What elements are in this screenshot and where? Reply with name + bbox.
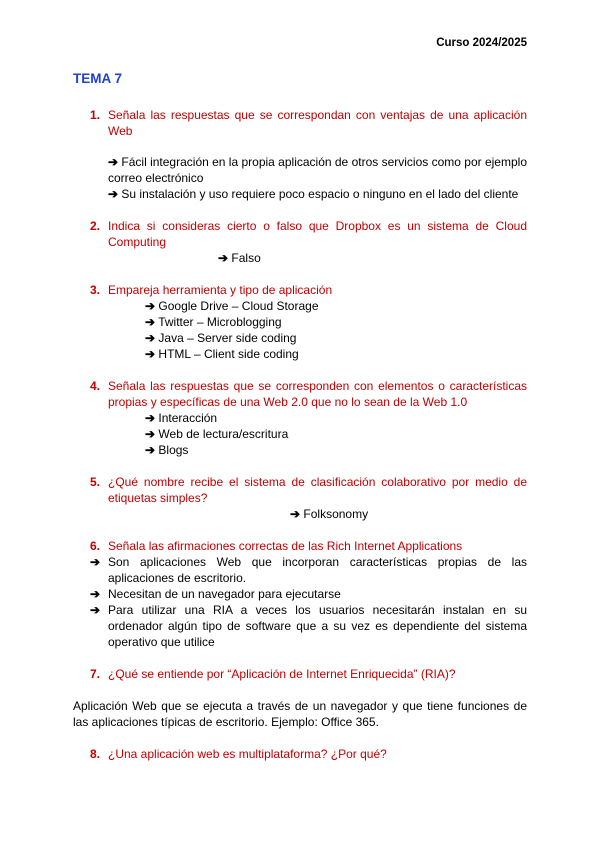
answer-item <box>145 442 188 458</box>
arrow-icon: ➔ <box>108 187 119 201</box>
answer-item <box>90 586 527 602</box>
answer-text: Google Drive – Cloud Storage <box>158 299 319 313</box>
answer-paragraph: Aplicación Web que se ejecuta a través de un navegador y que tiene funciones de las aplicaciones típicas de escritorio. Ejemplo: Office 365. <box>73 699 527 729</box>
page-title: TEMA 7 <box>73 71 123 86</box>
answer-text: Falso <box>231 251 261 265</box>
question-3 <box>90 282 527 298</box>
arrow-icon: ➔ <box>145 347 156 361</box>
answer-text: Blogs <box>158 443 189 457</box>
answer-text: Necesitan de un navegador para ejecutarse <box>108 587 341 601</box>
question-number: 5. <box>90 475 101 489</box>
answer-text: Java – Server side coding <box>158 331 297 345</box>
answer-item <box>90 602 527 650</box>
question-text: Señala las afirmaciones correctas de las Rich Internet Applications <box>108 539 463 553</box>
question-4 <box>90 378 527 410</box>
question-number: 1. <box>90 108 101 122</box>
arrow-icon: ➔ <box>218 251 229 265</box>
arrow-icon: ➔ <box>90 555 101 569</box>
answer-text: Web de lectura/escritura <box>158 427 289 441</box>
question-8 <box>90 746 527 762</box>
answer-item <box>145 410 217 426</box>
question-1 <box>90 107 527 139</box>
arrow-icon: ➔ <box>145 443 156 457</box>
arrow-icon: ➔ <box>145 299 156 313</box>
question-number: 3. <box>90 283 101 297</box>
answer-text: Su instalación y uso requiere poco espacio o ninguno en el lado del cliente <box>121 187 519 201</box>
question-number: 2. <box>90 219 101 233</box>
question-number: 4. <box>90 379 101 393</box>
arrow-icon: ➔ <box>145 427 156 441</box>
answer-item <box>108 154 527 186</box>
question-text: ¿Qué se entiende por “Aplicación de Internet Enriquecida” (RIA)? <box>108 667 456 681</box>
answer-item <box>108 186 538 202</box>
arrow-icon: ➔ <box>145 411 156 425</box>
answer-text: Para utilizar una RIA a veces los usuarios necesitarán instalan en su ordenador algún tipo de software que a su vez es dependiente del sistema operativo que utilice <box>108 603 527 649</box>
arrow-icon: ➔ <box>108 155 119 169</box>
arrow-icon: ➔ <box>145 315 156 329</box>
question-text: Empareja herramienta y tipo de aplicación <box>108 283 333 297</box>
question-text: Señala las respuestas que se corresponden con elementos o características propias y específicas de una Web 2.0 que no lo sean de la Web 1.0 <box>108 379 527 409</box>
arrow-icon: ➔ <box>290 507 301 521</box>
answer-text: Fácil integración en la propia aplicación de otros servicios como por ejemplo correo electrónico <box>108 155 527 185</box>
answer-text: Twitter – Microblogging <box>158 315 282 329</box>
answer-text: HTML – Client side coding <box>158 347 299 361</box>
arrow-icon: ➔ <box>90 587 101 601</box>
arrow-icon: ➔ <box>145 331 156 345</box>
answer-text: Son aplicaciones Web que incorporan características propias de las aplicaciones de escritorio. <box>108 555 527 585</box>
question-number: 7. <box>90 667 101 681</box>
answer-item <box>218 250 261 266</box>
question-2 <box>90 218 527 250</box>
answer-item <box>145 298 319 314</box>
answer-item <box>145 346 299 362</box>
answer-item <box>290 506 368 522</box>
question-5 <box>90 474 527 506</box>
question-text: ¿Una aplicación web es multiplataforma? ¿Por qué? <box>108 747 387 761</box>
question-7 <box>90 666 527 682</box>
question-text: Indica si consideras cierto o falso que Dropbox es un sistema de Cloud Computing <box>108 219 527 249</box>
answer-item <box>145 426 288 442</box>
question-number: 6. <box>90 539 101 553</box>
arrow-icon: ➔ <box>90 603 101 617</box>
course-header: Curso 2024/2025 <box>436 37 527 49</box>
answer-text: Interacción <box>158 411 218 425</box>
answer-list <box>90 554 527 650</box>
question-6 <box>90 538 527 554</box>
question-text: Señala las respuestas que se correspondan con ventajas de una aplicación Web <box>108 108 527 138</box>
question-number: 8. <box>90 747 101 761</box>
answer-text: Folksonomy <box>303 507 369 521</box>
answer-item <box>145 314 282 330</box>
answer-item <box>90 554 527 586</box>
answer-item <box>145 330 296 346</box>
question-text: ¿Qué nombre recibe el sistema de clasificación colaborativo por medio de etiquetas simples? <box>108 475 527 505</box>
